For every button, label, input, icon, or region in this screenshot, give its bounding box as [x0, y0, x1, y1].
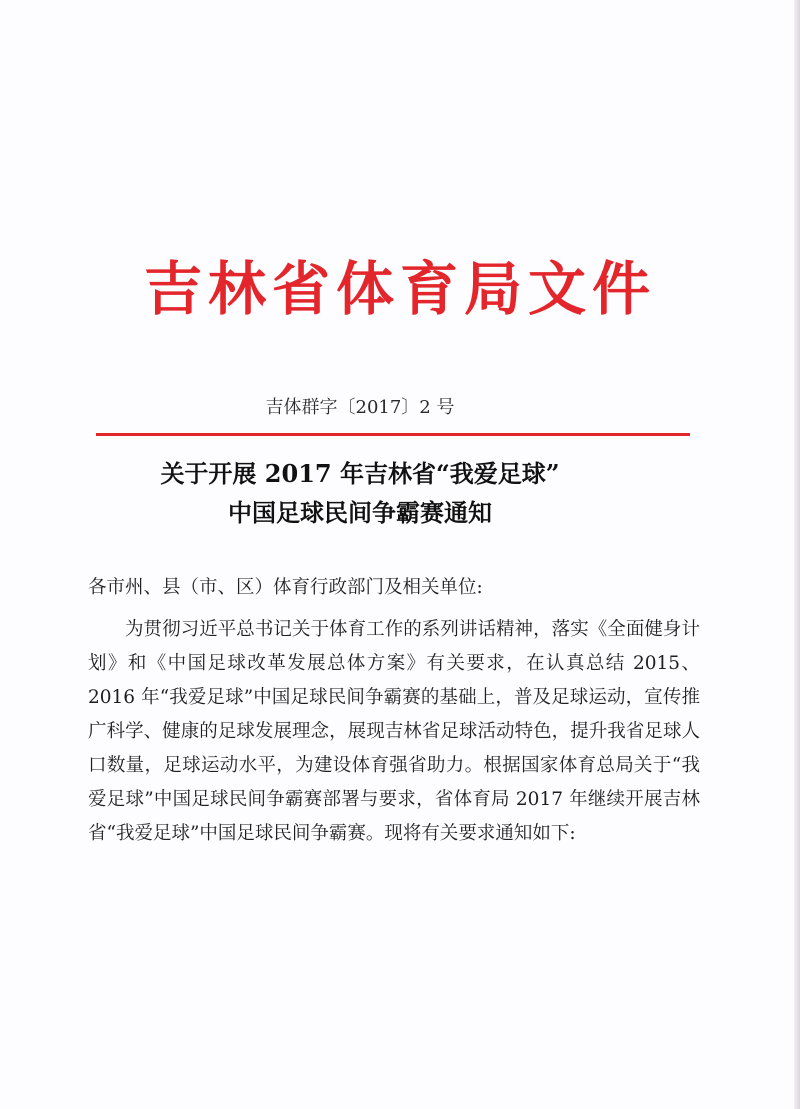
document-title-line-2: 中国足球民间争霸赛通知 [228, 498, 492, 527]
body-paragraph: 为贯彻习近平总书记关于体育工作的系列讲话精神，落实《全面健身计划》和《中国足球改革发展总体方案》有关要求，在认真总结 2015、2016 年“我爱足球”中国足球民间争霸赛的基础上，普及足球运动，宣传推广科学、健康的足球发展理念，展现吉林省足球活动特色，提升我省足球人口数量，足球运动水平，为建设体育强省助力。根据国家体育总局关于“我爱足球”中国足球民间争霸赛部署与要求，省体育局 2017 年继续开展吉林省“我爱足球”中国足球民间争霸赛。现将有关要求通知如下: [88, 619, 700, 844]
document-title-line-1: 关于开展 2017 年吉林省“我爱足球” [160, 459, 560, 488]
issuer-header: 吉林省体育局文件 [143, 255, 656, 323]
salutation: 各市州、县（市、区）体育行政部门及相关单位: [88, 577, 483, 598]
page-edge-shadow [794, 0, 800, 1109]
document-number: 吉体群字〔2017〕2 号 [265, 397, 455, 418]
red-divider-line [96, 433, 690, 436]
